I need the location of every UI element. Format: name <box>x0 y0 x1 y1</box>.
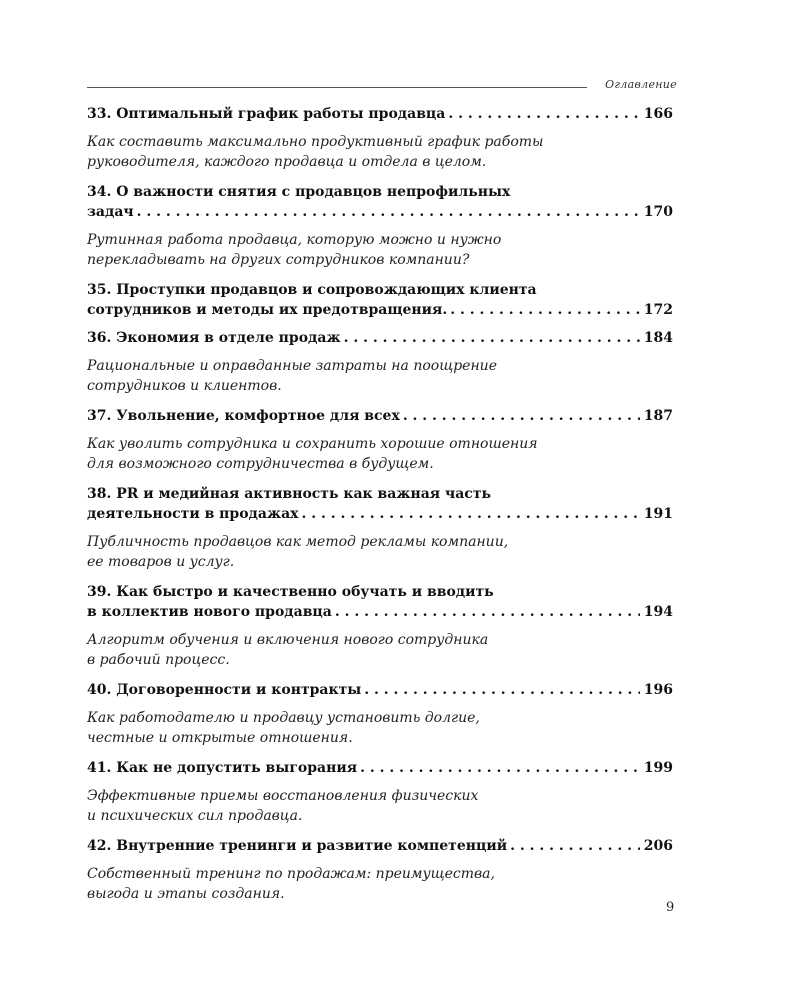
page-number: 191 <box>643 506 673 522</box>
description-line: честные и открытые отношения. <box>87 730 353 746</box>
description-line: Рациональные и оправданные затраты на поощрение <box>87 358 497 374</box>
entry-description <box>87 786 673 826</box>
entry-description <box>87 708 673 748</box>
entry-title-text: задач <box>87 204 134 220</box>
toc-entry-33 <box>87 104 673 172</box>
page-number: 187 <box>643 408 673 424</box>
description-line: для возможного сотрудничества в будущем. <box>87 456 434 472</box>
entry-title[interactable] <box>87 836 673 856</box>
folio-page-number: 9 <box>666 900 675 915</box>
dot-leader <box>450 300 640 320</box>
toc-entry-41 <box>87 758 673 826</box>
description-line: ее товаров и услуг. <box>87 554 235 570</box>
entry-title[interactable] <box>87 182 673 222</box>
description-line: Публичность продавцов как метод рекламы компании, <box>87 534 509 550</box>
description-line: выгода и этапы создания. <box>87 886 285 902</box>
toc-entry-38 <box>87 484 673 572</box>
entry-title[interactable] <box>87 280 673 320</box>
entry-title-text: 41. Как не допустить выгорания <box>87 760 358 776</box>
entry-description <box>87 434 673 474</box>
description-line: и психических сил продавца. <box>87 808 303 824</box>
toc-entry-40 <box>87 680 673 748</box>
entry-title-text: 36. Экономия в отделе продаж <box>87 330 341 346</box>
description-line: руководителя, каждого продавца и отдела в целом. <box>87 154 487 170</box>
dot-leader <box>403 406 640 426</box>
entry-title-text: 40. Договоренности и контракты <box>87 682 362 698</box>
toc-entry-36 <box>87 328 673 396</box>
description-line: Рутинная работа продавца, которую можно и нужно <box>87 232 502 248</box>
entry-title[interactable] <box>87 582 673 622</box>
header-rule <box>87 87 587 88</box>
toc-entry-34 <box>87 182 673 270</box>
entry-description <box>87 230 673 270</box>
toc-entry-39 <box>87 582 673 670</box>
entry-title[interactable] <box>87 680 673 700</box>
dot-leader <box>137 202 640 222</box>
running-header <box>87 77 677 95</box>
description-line: Как работодателю и продавцу установить долгие, <box>87 710 480 726</box>
entry-description <box>87 356 673 396</box>
entry-title-text: 34. О важности снятия с продавцов непрофильных <box>87 184 511 200</box>
entry-title-text: 42. Внутренние тренинги и развитие компетенций <box>87 838 508 854</box>
entry-title[interactable] <box>87 406 673 426</box>
page-number: 194 <box>643 604 673 620</box>
page-number: 184 <box>643 330 673 346</box>
entry-title-text: в коллектив нового продавца <box>87 604 332 620</box>
entry-description <box>87 132 673 172</box>
page-number: 196 <box>643 682 673 698</box>
dot-leader <box>344 328 640 348</box>
dot-leader <box>302 504 640 524</box>
dot-leader <box>510 836 640 856</box>
description-line: Как уволить сотрудника и сохранить хорошие отношения <box>87 436 538 452</box>
toc-entry-35 <box>87 280 673 320</box>
entry-description <box>87 532 673 572</box>
header-title: Оглавление <box>605 78 677 91</box>
entry-title-text: 38. PR и медийная активность как важная часть <box>87 486 492 502</box>
toc-entry-42 <box>87 836 673 904</box>
description-line: Эффективные приемы восстановления физических <box>87 788 479 804</box>
entry-title-text: 37. Увольнение, комфортное для всех <box>87 408 400 424</box>
description-line: Как составить максимально продуктивный график работы <box>87 134 544 150</box>
entry-title-text: 33. Оптимальный график работы продавца <box>87 106 446 122</box>
entry-title[interactable] <box>87 104 673 124</box>
dot-leader <box>335 602 640 622</box>
entry-description <box>87 864 673 904</box>
dot-leader <box>360 758 640 778</box>
entry-description <box>87 630 673 670</box>
description-line: в рабочий процесс. <box>87 652 230 668</box>
description-line: сотрудников и клиентов. <box>87 378 282 394</box>
description-line: перекладывать на других сотрудников компании? <box>87 252 470 268</box>
dot-leader <box>364 680 639 700</box>
page-number: 199 <box>643 760 673 776</box>
page-number: 170 <box>643 204 673 220</box>
entry-title-text: деятельности в продажах <box>87 506 299 522</box>
entry-title[interactable] <box>87 328 673 348</box>
dot-leader <box>448 104 639 124</box>
page-number: 172 <box>643 302 673 318</box>
entry-title-text: 39. Как быстро и качественно обучать и вводить <box>87 584 494 600</box>
page-number: 206 <box>643 838 673 854</box>
page-number: 166 <box>643 106 673 122</box>
entry-title-text: 35. Проступки продавцов и сопровождающих клиента <box>87 282 537 298</box>
entry-title-text: сотрудников и методы их предотвращения. <box>87 302 448 318</box>
description-line: Собственный тренинг по продажам: преимущества, <box>87 866 495 882</box>
entry-title[interactable] <box>87 758 673 778</box>
description-line: Алгоритм обучения и включения нового сотрудника <box>87 632 489 648</box>
entry-title[interactable] <box>87 484 673 524</box>
table-of-contents <box>87 104 673 904</box>
toc-entry-37 <box>87 406 673 474</box>
